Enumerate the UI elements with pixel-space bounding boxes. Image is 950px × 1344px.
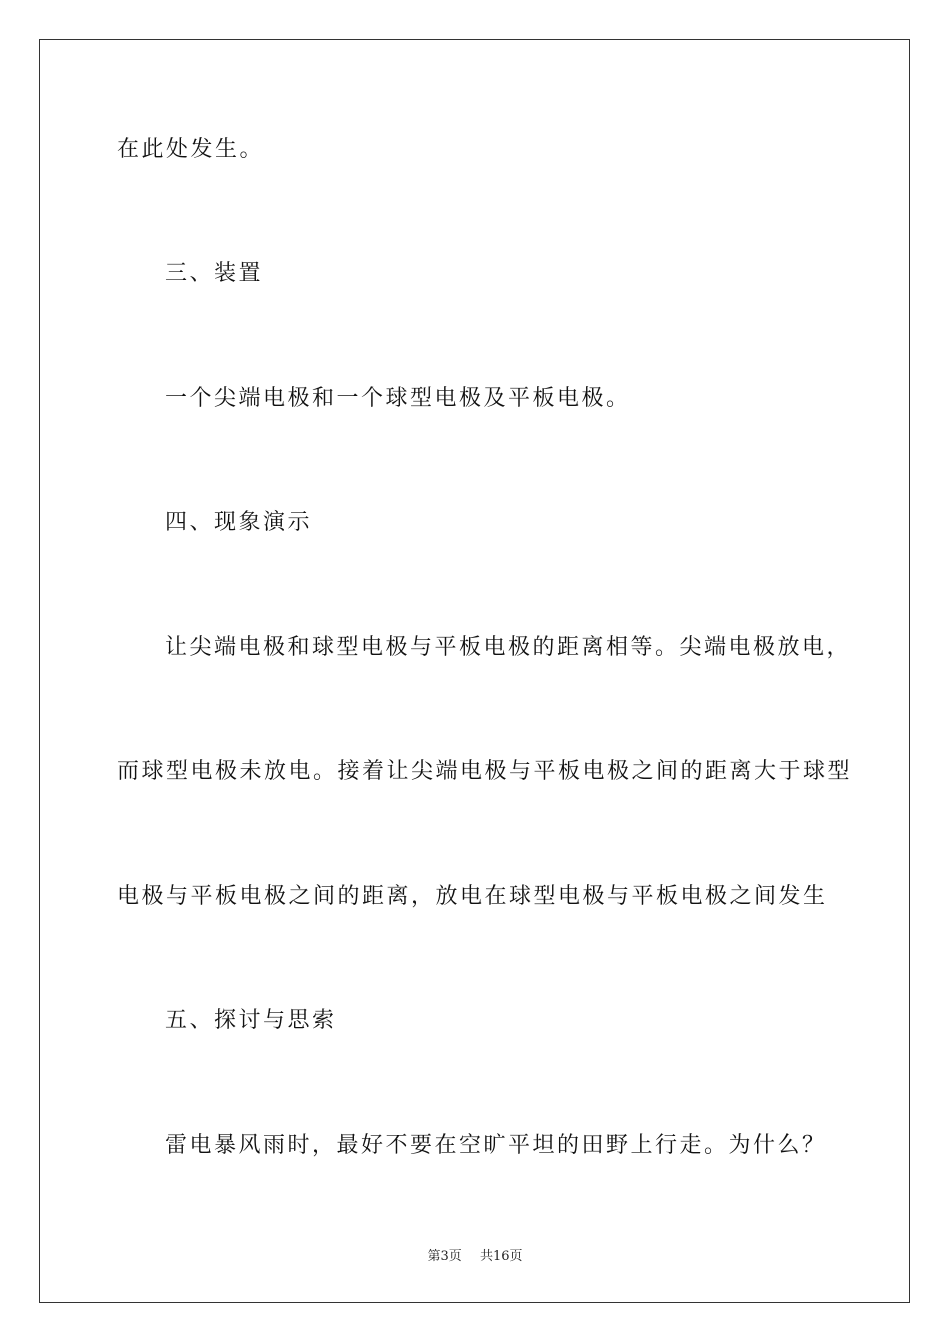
paragraph-demonstration-line-3: 电极与平板电极之间的距离，放电在球型电极与平板电极之间发生 (117, 884, 828, 909)
page-footer (0, 1248, 950, 1266)
paragraph-apparatus: 一个尖端电极和一个球型电极及平板电极。 (165, 386, 631, 411)
section-heading-demonstration: 四、现象演示 (165, 510, 313, 535)
section-heading-discussion: 五、探讨与思索 (165, 1008, 337, 1033)
page-number-total: 共16页 (479, 1249, 523, 1264)
page-number-current: 第3页 (427, 1249, 462, 1264)
paragraph-discussion: 雷电暴风雨时，最好不要在空旷平坦的田野上行走。为什么？ (165, 1133, 827, 1158)
paragraph-continuation: 在此处发生。 (117, 137, 265, 162)
page-border (39, 39, 910, 1303)
section-heading-apparatus: 三、装置 (165, 261, 264, 286)
paragraph-demonstration-line-1: 让尖端电极和球型电极与平板电极的距离相等。尖端电极放电， (165, 635, 852, 660)
paragraph-demonstration-line-2: 而球型电极未放电。接着让尖端电极与平板电极之间的距离大于球型 (117, 759, 853, 784)
